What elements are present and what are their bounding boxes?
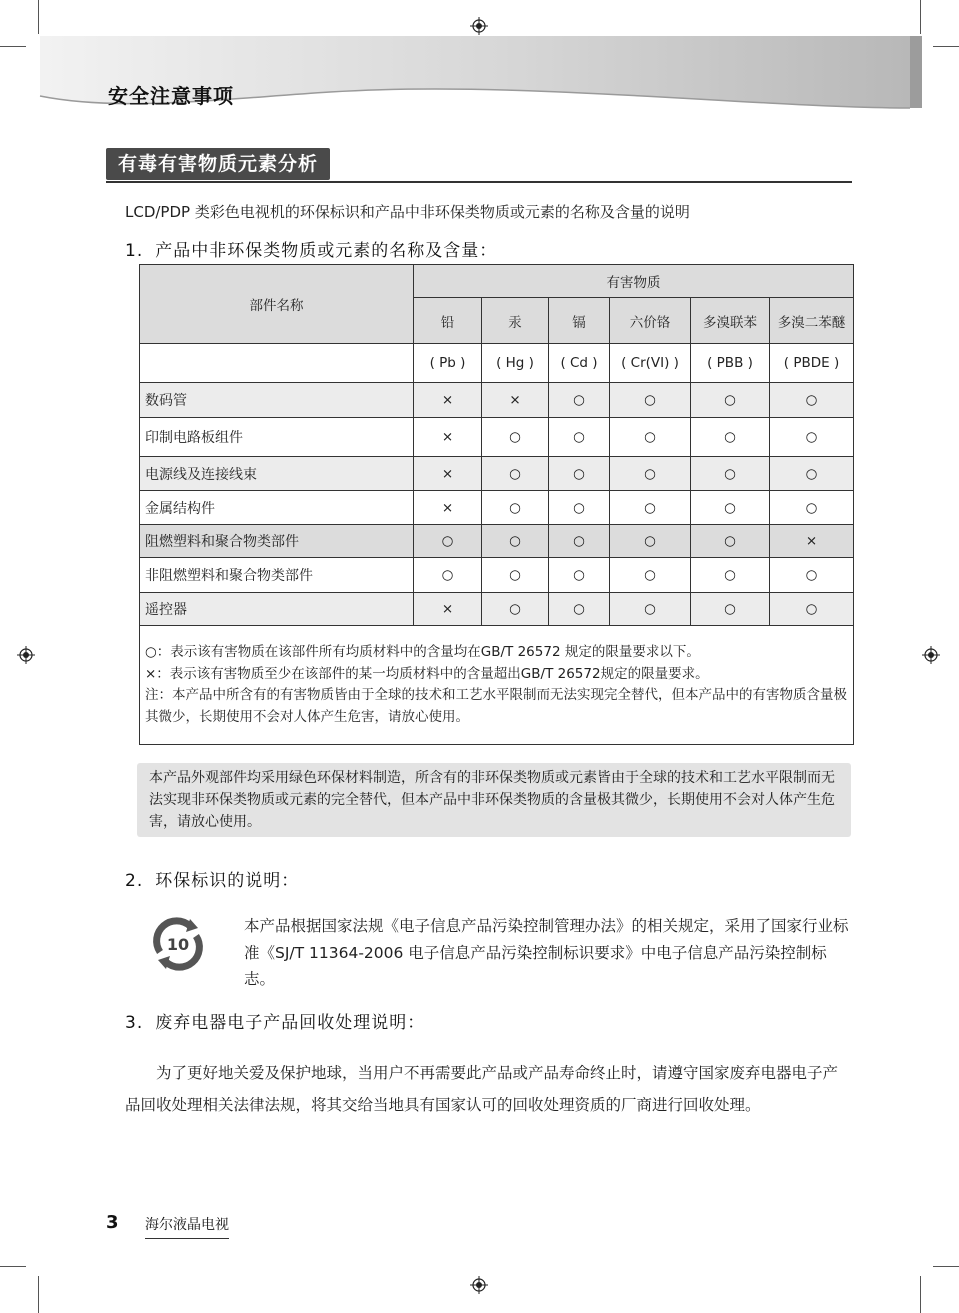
substance-symbol: ( PBB ) [691,344,770,383]
table-cell: ○ [610,525,691,558]
substance-header: 多溴二苯醚 [770,298,854,344]
substance-symbol: ( Cr(VI) ) [610,344,691,383]
note-line: ×：表示该有害物质至少在该部件的某一均质材料中的含量超出GB/T 26572规定的限量要求。 [145,665,709,682]
part-name: 遥控器 [140,593,414,626]
table-notes [140,626,854,745]
table-cell: ○ [610,457,691,491]
intro-text: LCD/PDP 类彩色电视机的环保标识和产品中非环保类物质或元素的名称及含量的说明 [125,203,690,221]
eco-logo-number: 10 [166,935,190,954]
table-row [140,558,854,593]
section-divider [106,181,852,183]
table-cell: ○ [549,525,610,558]
table-cell: ○ [691,457,770,491]
eco-label-text: 本产品根据国家法规《电子信息产品污染控制管理办法》的相关规定，采用了国家行业标准《SJ/T 11364-2006 电子信息产品污染控制标识要求》中电子信息产品污染控制标志。 [244,917,849,988]
table-cell: ○ [770,383,854,418]
heading-number: 3. [125,1013,144,1033]
table-cell: ○ [691,558,770,593]
table-cell: ○ [770,558,854,593]
crop-mark [920,1276,921,1313]
table-cell: ○ [549,558,610,593]
table-cell: ○ [549,383,610,418]
heading-number: 2. [125,871,144,891]
table-header-group: 有害物质 [414,265,854,298]
table-cell: ○ [482,491,549,525]
section-title: 有毒有害物质元素分析 [106,148,330,180]
substance-header: 铅 [414,298,482,344]
symbol-row-blank [140,344,414,383]
substance-header: 多溴联苯 [691,298,770,344]
recycle-text: 为了更好地关爱及保护地球，当用户不再需要此产品或产品寿命终止时，请遵守国家废弃电器电子产品回收处理相关法律法规，将其交给当地具有国家认可的回收处理资质的厂商进行回收处理。 [125,1064,839,1114]
substance-header: 汞 [482,298,549,344]
footer-brand: 海尔液晶电视 [145,1214,229,1239]
table-row [140,491,854,525]
heading-1 [125,236,497,261]
table-cell: × [414,418,482,457]
table-row [140,418,854,457]
hazardous-substance-table [139,264,854,745]
table-cell: ○ [770,593,854,626]
table-cell: × [414,491,482,525]
table-cell: × [414,593,482,626]
part-name: 阻燃塑料和聚合物类部件 [140,525,414,558]
table-cell: ○ [549,418,610,457]
substance-header: 镉 [549,298,610,344]
substance-symbol: ( Hg ) [482,344,549,383]
page-number: 3 [106,1212,119,1233]
note-line: 注：本产品中所含有的有害物质皆由于全球的技术和工艺水平限制而无法实现完全替代，但本产品中的有害物质含量极其微少，长期使用不会对人体产生危害，请放心使用。 [145,687,847,725]
table-cell: ○ [482,593,549,626]
registration-mark-icon [922,646,940,664]
table-cell: ○ [691,525,770,558]
table-cell: ○ [549,593,610,626]
table-cell: ○ [691,593,770,626]
table-cell: ○ [610,593,691,626]
table-cell: ○ [610,418,691,457]
table-row [140,383,854,418]
table-cell: ○ [610,558,691,593]
crop-mark [0,1266,26,1267]
table-cell: ○ [482,525,549,558]
table-cell: × [770,525,854,558]
table-cell: ○ [549,491,610,525]
heading-text: 废弃电器电子产品回收处理说明： [155,1013,426,1033]
heading-text: 产品中非环保类物质或元素的名称及含量： [155,241,498,261]
heading-number: 1. [125,241,144,261]
table-row [140,593,854,626]
table-cell: ○ [610,383,691,418]
heading-2 [125,866,299,891]
crop-mark [933,1266,959,1267]
part-name: 数码管 [140,383,414,418]
table-cell: ○ [414,525,482,558]
part-name: 印制电路板组件 [140,418,414,457]
part-name: 金属结构件 [140,491,414,525]
table-cell: × [414,457,482,491]
table-header-part: 部件名称 [140,265,414,344]
table-cell: × [414,383,482,418]
table-cell: ○ [414,558,482,593]
table-cell: ○ [691,491,770,525]
table-cell: ○ [482,457,549,491]
table-cell: ○ [691,383,770,418]
registration-mark-icon [470,1276,488,1294]
table-cell: ○ [549,457,610,491]
table-cell: ○ [482,558,549,593]
table-cell: ○ [610,491,691,525]
heading-3 [125,1008,425,1033]
table-cell: ○ [770,457,854,491]
registration-mark-icon [17,646,35,664]
crop-mark [38,1276,39,1313]
table-cell: ○ [770,491,854,525]
callout-box: 本产品外观部件均采用绿色环保材料制造，所含有的非环保类物质或元素皆由于全球的技术和工艺水平限制而无法实现非环保类物质或元素的完全替代，但本产品中非环保类物质的含量极其微少，长期使用不会对人体产生危害，请放心使用。 [137,763,851,837]
heading-text: 环保标识的说明： [155,871,300,891]
table-cell: ○ [482,418,549,457]
substance-symbol: ( PBDE ) [770,344,854,383]
page-header-title: 安全注意事项 [108,84,234,108]
table-cell: ○ [691,418,770,457]
part-name: 电源线及连接线束 [140,457,414,491]
table-row [140,457,854,491]
substance-header: 六价铬 [610,298,691,344]
table-cell: × [482,383,549,418]
eco-10-logo-icon [150,916,206,972]
substance-symbol: ( Pb ) [414,344,482,383]
note-line: ○：表示该有害物质在该部件所有均质材料中的含量均在GB/T 26572 规定的限量要求以下。 [145,644,700,660]
substance-symbol: ( Cd ) [549,344,610,383]
table-row [140,525,854,558]
table-cell: ○ [770,418,854,457]
part-name: 非阻燃塑料和聚合物类部件 [140,558,414,593]
